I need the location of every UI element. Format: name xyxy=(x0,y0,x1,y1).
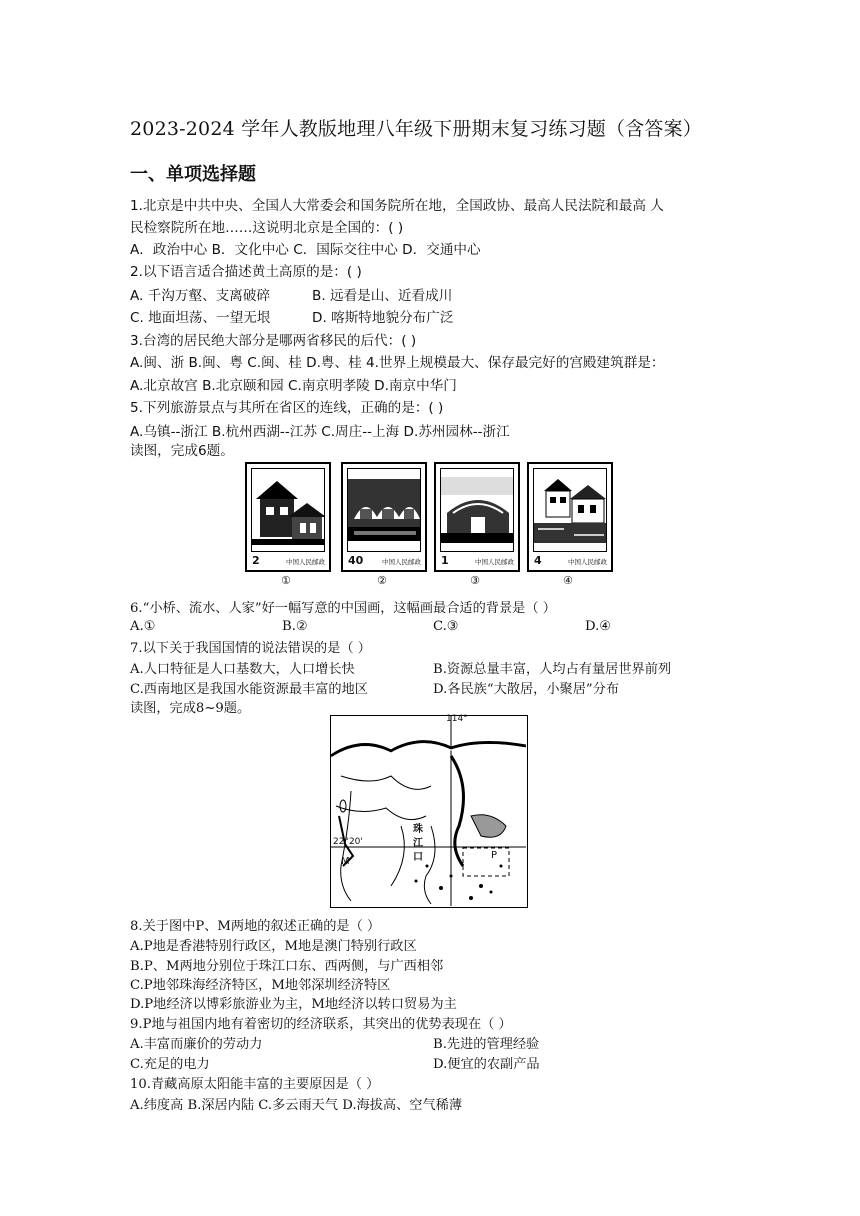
map-label-p: P xyxy=(491,850,498,861)
q5-options: A.乌镇--浙江 B.杭州西湖--江苏 C.周庄--上海 D.苏州园林--浙江 xyxy=(130,424,510,440)
map-label-kou: 口 xyxy=(413,852,423,863)
q3-stem: 3.台湾的居民绝大部分是哪两省移民的后代：( ) xyxy=(130,333,417,349)
q7-option-c: C.西南地区是我国水能资源最丰富的地区 xyxy=(130,682,368,697)
map-label-zhu: 珠 xyxy=(413,824,423,835)
q8-option-c: C.P地邻珠海经济特区，M地邻深圳经济特区 xyxy=(130,978,391,993)
stamp-2-number: ② xyxy=(377,574,387,587)
q3-options-q4-stem: A.闽、浙 B.闽、粤 C.闽、桂 D.粤、桂 4.世界上规模最大、保存最完好的宫殿建筑群是： xyxy=(130,355,665,371)
q8-option-d: D.P地经济以博彩旅游业为主，M地经济以转口贸易为主 xyxy=(130,997,457,1012)
stamp-3 xyxy=(434,462,520,572)
stamp-1 xyxy=(245,462,331,572)
q10-stem: 10.青藏高原太阳能丰富的主要原因是（ ） xyxy=(130,1077,380,1092)
read-instruction-q6: 读图，完成6题。 xyxy=(130,443,234,459)
q1-line2: 民检察院所在地……这说明北京是全国的：( ) xyxy=(130,220,404,236)
q9-option-d: D.便宜的农副产品 xyxy=(433,1057,540,1072)
map-label-m: M xyxy=(341,856,350,867)
q7-option-b: B.资源总量丰富，人均占有量居世界前列 xyxy=(433,662,672,677)
q6-option-c: C.③ xyxy=(433,619,459,634)
stamp-2-value: 40 xyxy=(348,554,364,567)
map-drawing xyxy=(331,716,526,906)
q1-options: A．政治中心 B．文化中心 C．国际交往中心 D．交通中心 xyxy=(130,242,481,258)
map-longitude-label: 114° xyxy=(446,714,468,724)
q6-option-b: B.② xyxy=(282,619,308,634)
stamp-2-postal: 中国人民邮政 xyxy=(382,558,421,566)
pearl-river-delta-map xyxy=(330,715,528,908)
stamp-1-postal: 中国人民邮政 xyxy=(286,558,325,566)
stamp-4-number: ④ xyxy=(563,574,573,587)
stamp-1-value: 2 xyxy=(252,554,260,567)
read-instruction-q8-9: 读图，完成8~9题。 xyxy=(130,701,251,716)
q4-options: A.北京故宫 B.北京颐和园 C.南京明孝陵 D.南京中华门 xyxy=(130,378,457,394)
q9-stem: 9.P地与祖国内地有着密切的经济联系，其突出的优势表现在（ ） xyxy=(130,1017,512,1032)
q5-stem: 5.下列旅游景点与其所在省区的连线，正确的是：( ) xyxy=(130,400,444,416)
stamp-1-house-illustration xyxy=(252,469,325,552)
stamp-4-water-town-illustration xyxy=(534,469,607,552)
document-title: 2023-2024 学年人教版地理八年级下册期末复习练习题（含答案） xyxy=(130,118,702,140)
map-latitude-label: 22°20' xyxy=(333,837,363,847)
stamp-4-postal: 中国人民邮政 xyxy=(568,558,607,566)
q7-stem: 7.以下关于我国国情的说法错误的是（ ） xyxy=(130,641,371,656)
q8-option-b: B.P、M两地分别位于珠江口东、西两侧，与广西相邻 xyxy=(130,959,444,974)
stamp-2-cave-dwelling-illustration xyxy=(348,469,421,552)
q2-option-b: B. 远看是山、近看成川 xyxy=(312,288,453,304)
q2-option-d: D. 喀斯特地貌分布广泛 xyxy=(312,310,454,326)
stamp-2 xyxy=(341,462,427,572)
q6-option-d: D.④ xyxy=(585,619,612,634)
q9-option-a: A.丰富而廉价的劳动力 xyxy=(130,1037,263,1052)
stamp-4-value: 4 xyxy=(534,554,542,567)
stamps-figure xyxy=(245,462,617,587)
q2-option-c: C. 地面坦荡、一望无垠 xyxy=(130,310,271,326)
q1-line1: 1.北京是中共中央、全国人大常委会和国务院所在地，全国政协、最高人民法院和最高 人 xyxy=(130,198,664,214)
stamp-1-number: ① xyxy=(281,574,291,587)
q7-option-a: A.人口特征是人口基数大，人口增长快 xyxy=(130,662,355,677)
stamp-4 xyxy=(527,462,613,572)
q6-stem: 6.“小桥、流水、人家”好一幅写意的中国画，这幅画最合适的背景是（ ） xyxy=(130,601,556,616)
q9-option-c: C.充足的电力 xyxy=(130,1057,210,1072)
q8-stem: 8.关于图中P、M两地的叙述正确的是（ ） xyxy=(130,919,381,934)
q10-options: A.纬度高 B.深居内陆 C.多云雨天气 D.海拔高、空气稀薄 xyxy=(130,1098,463,1113)
q6-option-a: A.① xyxy=(130,619,156,634)
stamp-3-yurt-illustration xyxy=(441,469,514,552)
stamp-3-number: ③ xyxy=(470,574,480,587)
q9-option-b: B.先进的管理经验 xyxy=(433,1037,540,1052)
q2-option-a: A. 千沟万壑、支离破碎 xyxy=(130,288,271,304)
q2-stem: 2.以下语言适合描述黄土高原的是：( ) xyxy=(130,264,362,280)
stamp-3-postal: 中国人民邮政 xyxy=(475,558,514,566)
q7-option-d: D.各民族“大散居，小聚居”分布 xyxy=(433,682,620,697)
map-label-jiang: 江 xyxy=(413,838,423,849)
q8-option-a: A.P地是香港特别行政区，M地是澳门特别行政区 xyxy=(130,939,417,954)
section-heading: 一、单项选择题 xyxy=(130,164,256,185)
stamp-3-value: 1 xyxy=(441,554,449,567)
